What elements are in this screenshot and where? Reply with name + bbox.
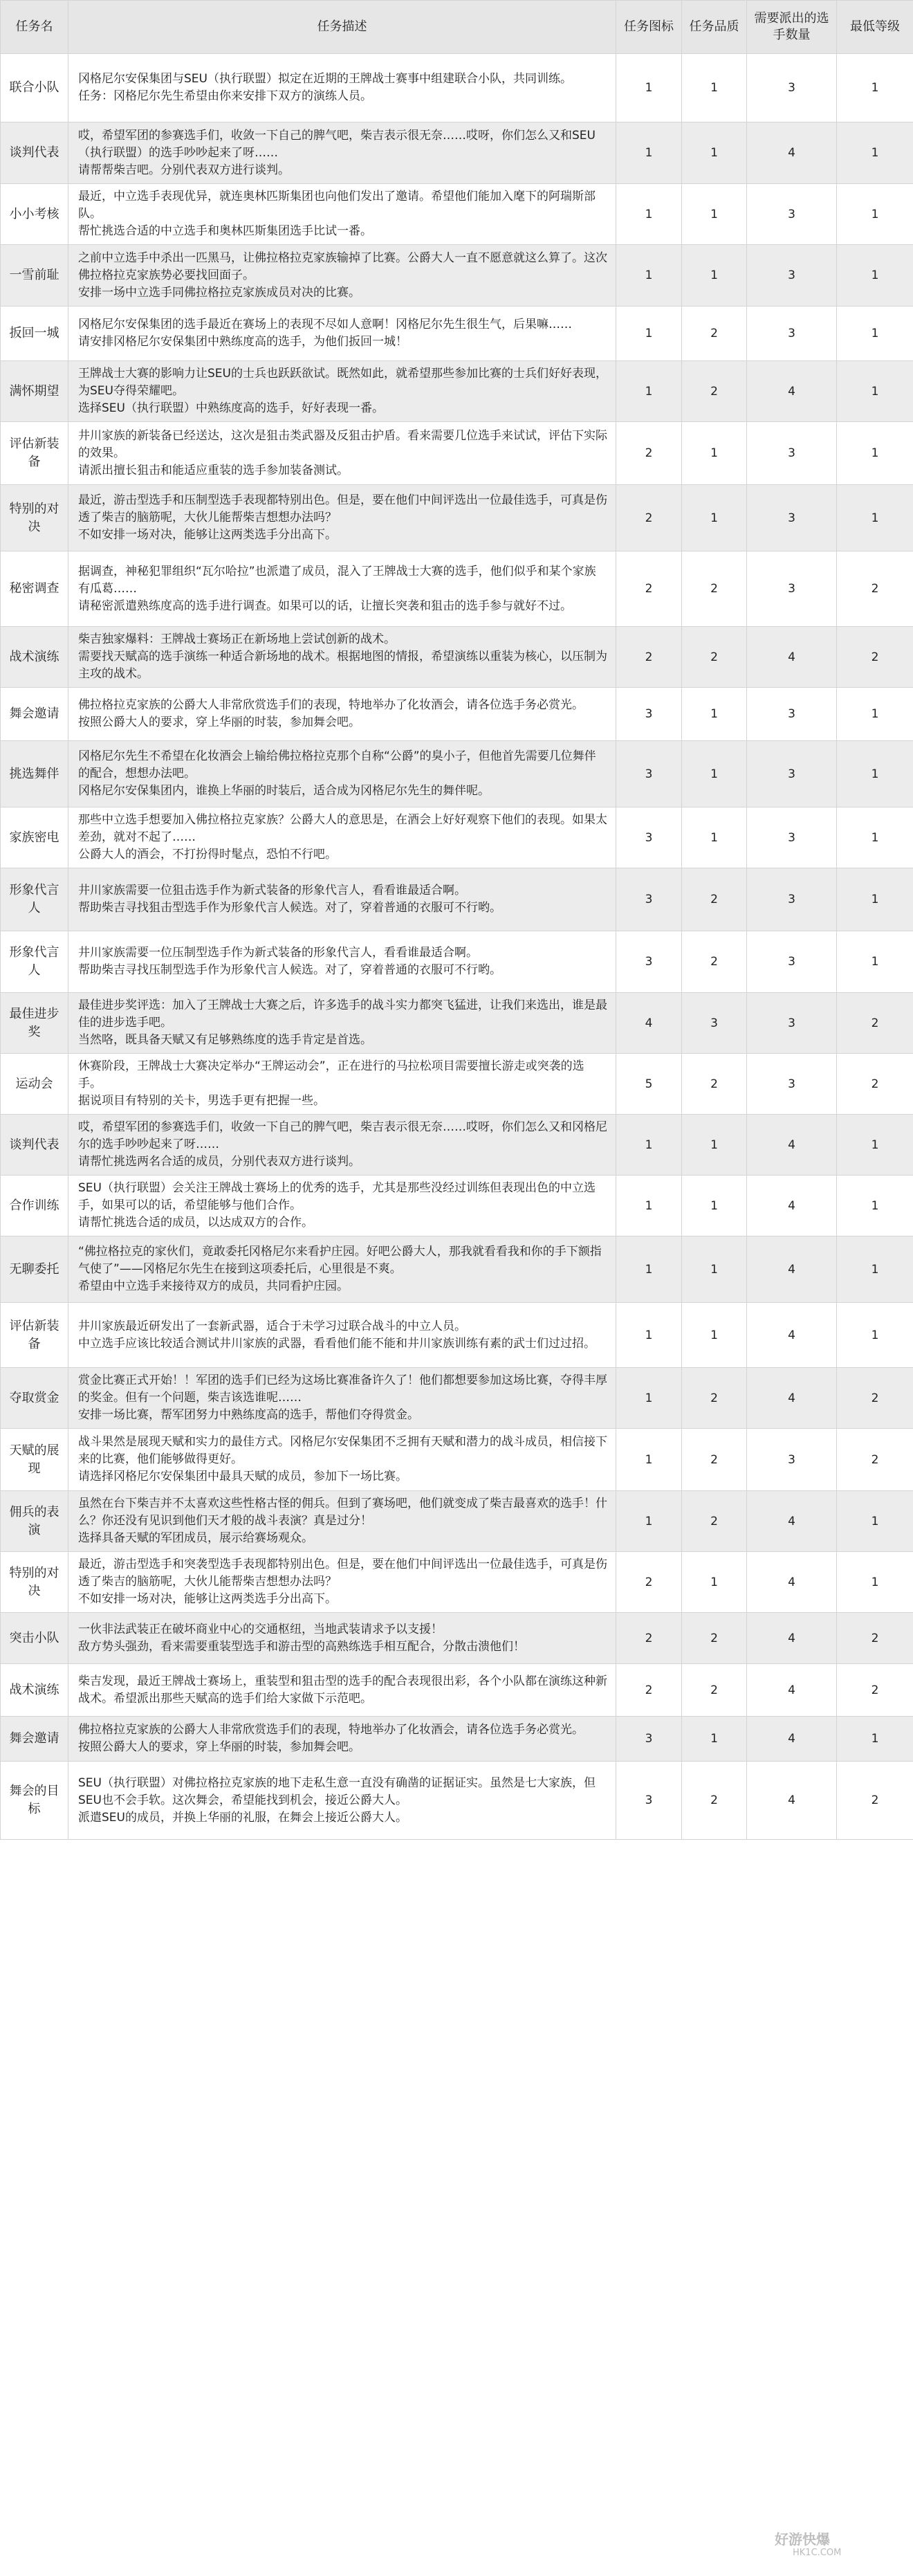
task-icon-cell: 1	[616, 1236, 682, 1303]
task-description-line: 安排一场中立选手同佛拉格拉克家族成员对决的比赛。	[78, 285, 360, 300]
task-description-line: 公爵大人的酒会，不打扮得时髦点，恐怕不行吧。	[78, 848, 337, 861]
player-count-cell: 3	[747, 1429, 837, 1491]
task-quality-cell: 1	[682, 1717, 747, 1762]
task-description-line: 最近，中立选手表现优异，就连奥林匹斯集团也向他们发出了邀请。希望他们能加入麾下的阿瑞斯部队。	[78, 190, 596, 221]
table-row	[1, 485, 913, 551]
task-quality-cell: 1	[682, 122, 747, 184]
task-name-cell: 特别的对决	[1, 485, 68, 551]
task-name-cell: 谈判代表	[1, 122, 68, 184]
table-row	[1, 1303, 913, 1368]
header-task-name: 任务名	[1, 1, 68, 54]
task-description-cell	[68, 1368, 616, 1429]
task-description-cell	[68, 741, 616, 807]
task-icon-cell: 5	[616, 1054, 682, 1115]
task-name-cell: 挑选舞伴	[1, 741, 68, 807]
task-description-line: 休赛阶段，王牌战士大赛决定举办“王牌运动会”，正在进行的马拉松项目需要擅长游走或突袭的选手。	[78, 1059, 584, 1090]
min-level-cell: 1	[837, 1491, 913, 1552]
min-level-cell: 1	[837, 868, 913, 931]
task-description-cell	[68, 54, 616, 122]
task-quality-cell: 1	[682, 741, 747, 807]
watermark-main: 好游快爆	[775, 2531, 830, 2548]
task-icon-cell: 3	[616, 868, 682, 931]
task-description-cell	[68, 122, 616, 184]
table-row	[1, 807, 913, 868]
task-description-line: 井川家族的新装备已经送达，这次是狙击类武器及反狙击护盾。看来需要几位选手来试试，评估下实际的效果。	[78, 428, 607, 460]
task-description-cell	[68, 307, 616, 361]
task-icon-cell: 2	[616, 422, 682, 485]
task-quality-cell: 1	[682, 1236, 747, 1303]
player-count-cell: 4	[747, 1664, 837, 1717]
task-quality-cell: 2	[682, 1664, 747, 1717]
task-name-cell: 天赋的展现	[1, 1429, 68, 1491]
task-icon-cell: 2	[616, 485, 682, 551]
player-count-cell: 4	[747, 1717, 837, 1762]
task-quality-cell: 1	[682, 485, 747, 551]
task-icon-cell: 1	[616, 122, 682, 184]
task-description-cell	[68, 551, 616, 627]
task-quality-cell: 2	[682, 551, 747, 627]
task-quality-cell: 1	[682, 807, 747, 868]
table-row	[1, 1368, 913, 1429]
min-level-cell: 1	[837, 688, 913, 741]
task-description-line: 最近，游击型选手和突袭型选手表现都特别出色。但是，要在他们中间评选出一位最佳选手，可真是伤透了柴吉的脑筋呢，大伙儿能帮柴吉想想办法吗？	[78, 1558, 607, 1589]
task-description-line: 按照公爵大人的要求，穿上华丽的时装，参加舞会吧。	[78, 1740, 360, 1754]
task-description-line: 选择SEU（执行联盟）中熟练度高的选手，好好表现一番。	[78, 401, 384, 415]
table-row	[1, 1613, 913, 1664]
player-count-cell: 3	[747, 485, 837, 551]
task-name-cell: 形象代言人	[1, 931, 68, 993]
player-count-cell: 3	[747, 422, 837, 485]
task-name-cell: 特别的对决	[1, 1552, 68, 1613]
min-level-cell: 1	[837, 122, 913, 184]
task-description-line: 不如安排一场对决，能够让这两类选手分出高下。	[78, 528, 337, 542]
task-quality-cell: 2	[682, 1762, 747, 1840]
task-name-cell: 佣兵的表演	[1, 1491, 68, 1552]
table-row	[1, 307, 913, 361]
min-level-cell: 1	[837, 485, 913, 551]
min-level-cell: 1	[837, 1115, 913, 1176]
table-row	[1, 1236, 913, 1303]
header-player-count: 需要派出的选手数量	[747, 1, 837, 54]
task-quality-cell: 1	[682, 1115, 747, 1176]
task-name-cell: 联合小队	[1, 54, 68, 122]
task-quality-cell: 1	[682, 422, 747, 485]
min-level-cell: 2	[837, 1762, 913, 1840]
min-level-cell: 1	[837, 1176, 913, 1236]
min-level-cell: 1	[837, 931, 913, 993]
task-description-line: 帮忙挑选合适的中立选手和奥林匹斯集团选手比试一番。	[78, 224, 372, 238]
task-description-line: 中立选手应该比较适合测试井川家族的武器，看看他们能不能和井川家族训练有素的武士们过过招。	[78, 1336, 596, 1351]
min-level-cell: 1	[837, 307, 913, 361]
player-count-cell: 3	[747, 307, 837, 361]
task-description-line: 柴吉独家爆料：王牌战士赛场正在新场地上尝试创新的战术。	[78, 632, 396, 646]
task-description-cell	[68, 1491, 616, 1552]
task-description-cell	[68, 1303, 616, 1368]
task-icon-cell: 1	[616, 1491, 682, 1552]
task-description-cell	[68, 422, 616, 485]
task-description-line: 不如安排一场对决，能够让这两类选手分出高下。	[78, 1592, 337, 1606]
task-icon-cell: 3	[616, 931, 682, 993]
task-name-cell: 秘密调查	[1, 551, 68, 627]
task-description-cell	[68, 993, 616, 1054]
task-icon-cell: 3	[616, 807, 682, 868]
task-quality-cell: 2	[682, 1429, 747, 1491]
min-level-cell: 2	[837, 993, 913, 1054]
task-icon-cell: 2	[616, 1664, 682, 1717]
header-task-icon: 任务图标	[616, 1, 682, 54]
task-quality-cell: 2	[682, 307, 747, 361]
min-level-cell: 2	[837, 1368, 913, 1429]
task-description-cell	[68, 245, 616, 307]
table-row	[1, 551, 913, 627]
min-level-cell: 1	[837, 54, 913, 122]
task-description-cell	[68, 1552, 616, 1613]
task-name-cell: 一雪前耻	[1, 245, 68, 307]
task-description-line: 派遣SEU的成员，并换上华丽的礼服，在舞会上接近公爵大人。	[78, 1810, 407, 1825]
table-row	[1, 1429, 913, 1491]
task-description-cell	[68, 1429, 616, 1491]
task-quality-cell: 2	[682, 1491, 747, 1552]
task-description-line: 最近，游击型选手和压制型选手表现都特别出色。但是，要在他们中间评选出一位最佳选手，可真是伤透了柴吉的脑筋呢，大伙儿能帮柴吉想想办法吗？	[78, 493, 607, 524]
task-quality-cell: 1	[682, 1303, 747, 1368]
min-level-cell: 1	[837, 184, 913, 245]
min-level-cell: 1	[837, 1303, 913, 1368]
task-quality-cell: 1	[682, 1176, 747, 1236]
task-description-line: 柴吉发现，最近王牌战士赛场上，重装型和狙击型的选手的配合表现很出彩，各个小队都在演练这种新战术。希望派出那些天赋高的选手们给大家做下示范吧。	[78, 1674, 607, 1706]
player-count-cell: 3	[747, 245, 837, 307]
task-icon-cell: 1	[616, 245, 682, 307]
task-description-line: “佛拉格拉克的家伙们，竟敢委托冈格尼尔来看护庄园。好吧公爵大人，那我就看看我和你的手下额指气使了”——冈格尼尔先生在接到这项委托后，心里很是不爽。	[78, 1245, 602, 1276]
table-row	[1, 184, 913, 245]
task-quality-cell: 2	[682, 868, 747, 931]
min-level-cell: 1	[837, 361, 913, 422]
player-count-cell: 4	[747, 1613, 837, 1664]
task-quality-cell: 2	[682, 931, 747, 993]
player-count-cell: 4	[747, 1176, 837, 1236]
task-description-cell	[68, 1054, 616, 1115]
task-description-line: 帮助柴吉寻找压制型选手作为形象代言人候选。对了，穿着普通的衣服可不行哟。	[78, 963, 501, 977]
task-name-cell: 夺取赏金	[1, 1368, 68, 1429]
task-description-line: 冈格尼尔安保集团内，谁换上华丽的时装后，适合成为冈格尼尔先生的舞伴呢。	[78, 784, 490, 798]
table-row	[1, 422, 913, 485]
task-icon-cell: 2	[616, 551, 682, 627]
task-description-line: 冈格尼尔先生不希望在化妆酒会上输给佛拉格拉克那个自称“公爵”的臭小子，但他首先需要几位舞伴的配合，想想办法吧。	[78, 749, 596, 780]
task-description-cell	[68, 1762, 616, 1840]
task-quality-cell: 1	[682, 184, 747, 245]
task-icon-cell: 1	[616, 1303, 682, 1368]
task-name-cell: 运动会	[1, 1054, 68, 1115]
task-quality-cell: 3	[682, 993, 747, 1054]
header-task-quality: 任务品质	[682, 1, 747, 54]
task-description-line: 之前中立选手中杀出一匹黑马，让佛拉格拉克家族输掉了比赛。公爵大人一直不愿意就这么算了。这次佛拉格拉克家族势必要找回面子。	[78, 250, 607, 282]
task-name-cell: 评估新装备	[1, 1303, 68, 1368]
task-name-cell: 突击小队	[1, 1613, 68, 1664]
table-row	[1, 245, 913, 307]
task-icon-cell: 1	[616, 307, 682, 361]
task-icon-cell: 1	[616, 184, 682, 245]
player-count-cell: 4	[747, 1552, 837, 1613]
task-icon-cell: 1	[616, 361, 682, 422]
task-icon-cell: 2	[616, 627, 682, 688]
player-count-cell: 4	[747, 361, 837, 422]
task-description-cell	[68, 1664, 616, 1717]
player-count-cell: 3	[747, 688, 837, 741]
table-row	[1, 993, 913, 1054]
task-quality-cell: 2	[682, 1368, 747, 1429]
player-count-cell: 4	[747, 627, 837, 688]
player-count-cell: 4	[747, 1491, 837, 1552]
task-description-cell	[68, 1115, 616, 1176]
task-icon-cell: 1	[616, 1429, 682, 1491]
task-description-line: SEU（执行联盟）会关注王牌战士赛场上的优秀的选手，尤其是那些没经过训练但表现出色的中立选手，如果可以的话，希望能够与他们合作。	[78, 1181, 596, 1212]
task-description-line: 佛拉格拉克家族的公爵大人非常欣赏选手们的表现，特地举办了化妆酒会，请各位选手务必赏光。	[78, 1723, 584, 1737]
player-count-cell: 4	[747, 1303, 837, 1368]
player-count-cell: 4	[747, 1236, 837, 1303]
task-description-line: 据说项目有特别的关卡，男选手更有把握一些。	[78, 1094, 325, 1108]
task-quality-cell: 2	[682, 627, 747, 688]
task-icon-cell: 1	[616, 1115, 682, 1176]
task-description-line: 请选择冈格尼尔安保集团中最具天赋的成员，参加下一场比赛。	[78, 1470, 407, 1483]
min-level-cell: 2	[837, 551, 913, 627]
task-icon-cell: 3	[616, 741, 682, 807]
task-quality-cell: 1	[682, 1552, 747, 1613]
task-description-line: 佛拉格拉克家族的公爵大人非常欣赏选手们的表现，特地举办了化妆酒会，请各位选手务必赏光。	[78, 698, 584, 712]
player-count-cell: 4	[747, 1762, 837, 1840]
table-row	[1, 931, 913, 993]
table-header-row	[1, 1, 913, 54]
task-name-cell: 家族密电	[1, 807, 68, 868]
task-icon-cell: 2	[616, 1613, 682, 1664]
task-description-line: 请秘密派遣熟练度高的选手进行调查。如果可以的话，让擅长突袭和狙击的选手参与就好不过。	[78, 599, 572, 613]
task-name-cell: 谈判代表	[1, 1115, 68, 1176]
min-level-cell: 1	[837, 807, 913, 868]
task-description-line: 请安排冈格尼尔安保集团中熟练度高的选手，为他们扳回一城！	[78, 335, 407, 349]
task-icon-cell: 1	[616, 54, 682, 122]
task-name-cell: 评估新装备	[1, 422, 68, 485]
table-row	[1, 1552, 913, 1613]
player-count-cell: 4	[747, 1115, 837, 1176]
task-description-cell	[68, 1717, 616, 1762]
min-level-cell: 2	[837, 1664, 913, 1717]
task-description-line: 井川家族需要一位狙击选手作为新式装备的形象代言人，看看谁最适合啊。	[78, 884, 466, 897]
player-count-cell: 3	[747, 993, 837, 1054]
task-description-cell	[68, 868, 616, 931]
table-row	[1, 1176, 913, 1236]
player-count-cell: 3	[747, 54, 837, 122]
player-count-cell: 4	[747, 122, 837, 184]
task-description-line: 当然咯，既具备天赋又有足够熟练度的选手肯定是首选。	[78, 1033, 372, 1047]
task-description-line: 最佳进步奖评选：加入了王牌战士大赛之后，许多选手的战斗实力都突飞猛进，让我们来选出，谁是最佳的进步选手吧。	[78, 998, 607, 1030]
task-description-line: 据调查，神秘犯罪组织“瓦尔哈拉”也派遣了成员，混入了王牌战士大赛的选手，他们似乎和某个家族有瓜葛……	[78, 564, 596, 596]
task-description-cell	[68, 931, 616, 993]
task-quality-cell: 2	[682, 1613, 747, 1664]
task-description-line: 哎，希望军团的参赛选手们，收敛一下自己的脾气吧，柴吉表示很无奈……哎呀，你们怎么又和冈格尼尔的选手吵吵起来了呀……	[78, 1120, 607, 1151]
task-description-cell	[68, 1613, 616, 1664]
min-level-cell: 1	[837, 741, 913, 807]
table-row	[1, 688, 913, 741]
task-description-line: 安排一场比赛，帮军团努力中熟练度高的选手，帮他们夺得赏金。	[78, 1408, 419, 1422]
table-row	[1, 122, 913, 184]
task-name-cell: 战术演练	[1, 1664, 68, 1717]
min-level-cell: 1	[837, 1717, 913, 1762]
task-description-cell	[68, 807, 616, 868]
task-name-cell: 舞会邀请	[1, 688, 68, 741]
watermark	[726, 2525, 885, 2567]
task-description-line: 请帮帮柴吉吧。分别代表双方进行谈判。	[78, 163, 290, 177]
task-description-line: 一伙非法武装正在破坏商业中心的交通枢纽，当地武装请求予以支援！	[78, 1622, 443, 1636]
task-description-cell	[68, 688, 616, 741]
task-description-line: 请派出擅长狙击和能适应重装的选手参加装备测试。	[78, 463, 349, 477]
table-row	[1, 1054, 913, 1115]
task-name-cell: 形象代言人	[1, 868, 68, 931]
task-name-cell: 小小考核	[1, 184, 68, 245]
task-name-cell: 战术演练	[1, 627, 68, 688]
task-description-line: 战斗果然是展现天赋和实力的最佳方式。冈格尼尔安保集团不乏拥有天赋和潜力的战斗成员，相信接下来的比赛，他们能够做得更好。	[78, 1435, 607, 1466]
player-count-cell: 3	[747, 741, 837, 807]
task-icon-cell: 1	[616, 1368, 682, 1429]
task-description-cell	[68, 627, 616, 688]
table-row	[1, 868, 913, 931]
task-name-cell: 扳回一城	[1, 307, 68, 361]
table-row	[1, 1115, 913, 1176]
player-count-cell: 3	[747, 184, 837, 245]
task-description-cell	[68, 184, 616, 245]
task-description-line: 哎，希望军团的参赛选手们，收敛一下自己的脾气吧，柴吉表示很无奈……哎呀，你们怎么又和SEU（执行联盟）的选手吵吵起来了呀……	[78, 128, 596, 160]
task-description-cell	[68, 1176, 616, 1236]
task-name-cell: 合作训练	[1, 1176, 68, 1236]
task-description-line: 王牌战士大赛的影响力让SEU的士兵也跃跃欲试。既然如此，就希望那些参加比赛的士兵们好好表现，为SEU夺得荣耀吧。	[78, 367, 607, 398]
task-description-line: 井川家族最近研发出了一套新武器，适合于未学习过联合战斗的中立人员。	[78, 1319, 466, 1333]
table-row	[1, 1717, 913, 1762]
task-description-line: 冈格尼尔安保集团与SEU（执行联盟）拟定在近期的王牌战士赛事中组建联合小队，共同训练。	[78, 72, 572, 86]
table-row	[1, 1664, 913, 1717]
task-description-cell	[68, 361, 616, 422]
player-count-cell: 3	[747, 551, 837, 627]
min-level-cell: 1	[837, 1236, 913, 1303]
task-quality-cell: 1	[682, 245, 747, 307]
task-quality-cell: 1	[682, 688, 747, 741]
watermark-sub: HK1C.COM	[793, 2548, 842, 2558]
task-description-cell	[68, 485, 616, 551]
task-description-line: 任务：冈格尼尔先生希望由你来安排下双方的演练人员。	[78, 89, 372, 103]
min-level-cell: 2	[837, 1429, 913, 1491]
min-level-cell: 2	[837, 1613, 913, 1664]
header-min-level: 最低等级	[837, 1, 913, 54]
player-count-cell: 3	[747, 868, 837, 931]
task-description-line: 赏金比赛正式开始！！军团的选手们已经为这场比赛准备许久了！他们都想要参加这场比赛，夺得丰厚的奖金。但有一个问题，柴吉该选谁呢……	[78, 1373, 607, 1405]
task-name-cell: 舞会邀请	[1, 1717, 68, 1762]
task-description-line: 按照公爵大人的要求，穿上华丽的时装，参加舞会吧。	[78, 715, 360, 729]
player-count-cell: 3	[747, 1054, 837, 1115]
task-description-line: 选择具备天赋的军团成员，展示给赛场观众。	[78, 1531, 313, 1545]
task-description-line: 敌方势头强劲，看来需要重装型选手和游击型的高熟练选手相互配合，分散击溃他们！	[78, 1639, 525, 1654]
min-level-cell: 2	[837, 1054, 913, 1115]
task-description-line: 帮助柴吉寻找狙击型选手作为形象代言人候选。对了，穿着普通的衣服可不行哟。	[78, 901, 501, 915]
table-row	[1, 741, 913, 807]
task-quality-cell: 2	[682, 361, 747, 422]
task-icon-cell: 3	[616, 688, 682, 741]
task-icon-cell: 2	[616, 1552, 682, 1613]
task-quality-cell: 1	[682, 54, 747, 122]
task-description-line: 冈格尼尔安保集团的选手最近在赛场上的表现不尽如人意啊！冈格尼尔先生很生气，后果嘛……	[78, 318, 572, 331]
task-icon-cell: 3	[616, 1717, 682, 1762]
task-name-cell: 满怀期望	[1, 361, 68, 422]
task-icon-cell: 1	[616, 1176, 682, 1236]
table-row	[1, 627, 913, 688]
header-task-description: 任务描述	[68, 1, 616, 54]
task-description-line: SEU（执行联盟）对佛拉格拉克家族的地下走私生意一直没有确凿的证据证实。虽然是七大家族，但SEU也不会手软。这次舞会，希望能找到机会，接近公爵大人。	[78, 1775, 596, 1807]
task-description-line: 虽然在台下柴吉并不太喜欢这些性格古怪的佣兵。但到了赛场吧，他们就变成了柴吉最喜欢的选手！什么？你还没有见识到他们天才般的战斗表演？真是过分！	[78, 1497, 607, 1528]
table-row	[1, 1762, 913, 1840]
min-level-cell: 1	[837, 422, 913, 485]
task-description-line: 请帮忙挑选两名合适的成员，分别代表双方进行谈判。	[78, 1155, 360, 1169]
task-name-cell: 无聊委托	[1, 1236, 68, 1303]
table-row	[1, 54, 913, 122]
table-row	[1, 361, 913, 422]
min-level-cell: 1	[837, 245, 913, 307]
task-icon-cell: 4	[616, 993, 682, 1054]
task-description-line: 希望由中立选手来接待双方的成员，共同看护庄园。	[78, 1279, 349, 1293]
player-count-cell: 4	[747, 1368, 837, 1429]
table-row	[1, 1491, 913, 1552]
task-description-line: 井川家族需要一位压制型选手作为新式装备的形象代言人，看看谁最适合啊。	[78, 946, 478, 960]
task-description-cell	[68, 1236, 616, 1303]
player-count-cell: 3	[747, 807, 837, 868]
task-quality-cell: 2	[682, 1054, 747, 1115]
task-name-cell: 最佳进步奖	[1, 993, 68, 1054]
player-count-cell: 3	[747, 931, 837, 993]
task-name-cell: 舞会的目标	[1, 1762, 68, 1840]
task-description-line: 需要找天赋高的选手演练一种适合新场地的战术。根据地图的情报，希望演练以重装为核心，以压制为主攻的战术。	[78, 650, 607, 681]
min-level-cell: 2	[837, 627, 913, 688]
min-level-cell: 1	[837, 1552, 913, 1613]
task-icon-cell: 3	[616, 1762, 682, 1840]
task-description-line: 请帮忙挑选合适的成员，以达成双方的合作。	[78, 1216, 313, 1230]
task-description-line: 那些中立选手想要加入佛拉格拉克家族？公爵大人的意思是，在酒会上好好观察下他们的表现。如果太差劲，就对不起了……	[78, 813, 607, 844]
